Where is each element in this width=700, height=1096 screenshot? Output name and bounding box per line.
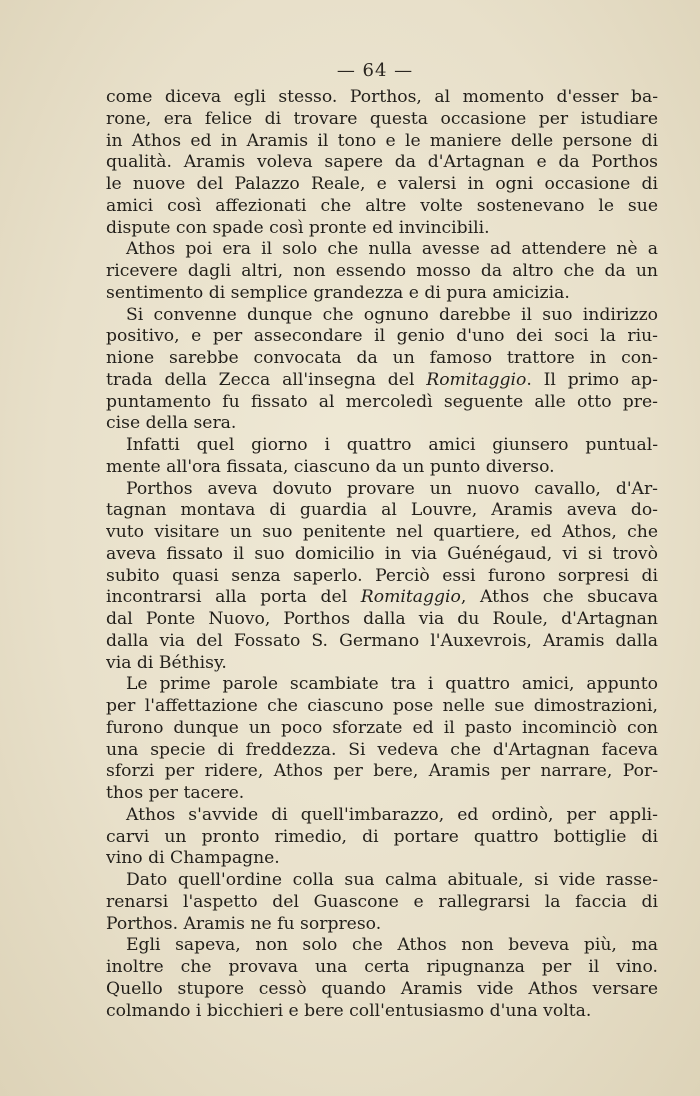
text-line: ricevere dagli altri, non essendo mosso da altro che da un <box>106 261 658 281</box>
text-line: carvi un pronto rimedio, di portare quattro bottiglie di <box>106 826 658 847</box>
text-line: Egli sapeva, non solo che Athos non beveva più, ma <box>126 935 658 956</box>
text-line: rone, era felice di trovare questa occasione per istudiare <box>106 108 658 129</box>
paragraph <box>106 239 658 304</box>
text-line: Porthos. Aramis ne fu sorpreso. <box>106 913 382 934</box>
paragraph <box>106 674 658 805</box>
text-line: dalla via del Fossato S. Germano l'Auxevrois, Aramis dalla <box>106 630 658 651</box>
text-line: positivo, e per assecondare il genio d'uno dei soci la riu- <box>106 326 658 347</box>
text-line: per l'affettazione che ciascuno pose nelle sue dimostrazioni, <box>106 696 658 716</box>
text-line: furono dunque un poco sforzate ed il pasto incominciò con <box>106 717 658 738</box>
text-line: come diceva egli stesso. Porthos, al momento d'esser ba- <box>106 87 658 107</box>
text-line: inoltre che provava una certa ripugnanza per il vino. <box>106 957 658 977</box>
text-line: Dato quell'ordine colla sua calma abituale, si vide rasse- <box>126 870 658 890</box>
text-line: aveva fissato il suo domicilio in via Guénégaud, vi si trovò <box>106 543 658 564</box>
text-line: thos per tacere. <box>106 783 245 803</box>
paragraph <box>106 87 658 239</box>
text-line: Athos s'avvide di quell'imbarazzo, ed ordinò, per appli- <box>126 804 658 825</box>
text-line: una specie di freddezza. Si vedeva che d'Artagnan faceva <box>106 739 658 760</box>
text-line: Quello stupore cessò quando Aramis vide Athos versare <box>106 978 658 999</box>
paragraph <box>106 479 658 675</box>
text-line: tagnan montava di guardia al Louvre, Aramis aveva do- <box>106 500 658 521</box>
text-line: sentimento di semplice grandezza e di pura amicizia. <box>106 282 570 303</box>
text-line: qualità. Aramis voleva sapere da d'Artagnan e da Porthos <box>106 152 658 173</box>
text-line: sforzi per ridere, Athos per bere, Aramis per narrare, Por- <box>106 761 658 782</box>
text-line: mente all'ora fissata, ciascuno da un punto diverso. <box>106 456 555 477</box>
text-line: Si convenne dunque che ognuno darebbe il suo indirizzo <box>126 304 658 325</box>
text-line: via di Béthisy. <box>106 652 227 673</box>
body-text <box>106 87 658 1022</box>
paragraph <box>106 305 658 436</box>
text-line: dispute con spade così pronte ed invincibili. <box>106 217 490 238</box>
text-line: vuto visitare un suo penitente nel quartiere, ed Athos, che <box>106 522 658 542</box>
text-line: trada della Zecca all'insegna del Romitaggio. Il primo ap- <box>106 369 658 390</box>
page-number: — 64 — <box>336 60 414 81</box>
text-line: Porthos aveva dovuto provare un nuovo cavallo, d'Ar- <box>126 478 658 499</box>
paragraph <box>106 435 658 479</box>
text-line: renarsi l'aspetto del Guascone e rallegrarsi la faccia di <box>106 891 658 912</box>
text-line: cise della sera. <box>106 413 237 434</box>
text-line: dal Ponte Nuovo, Porthos dalla via du Roule, d'Artagnan <box>106 609 658 629</box>
text-line: amici così affezionati che altre volte sostenevano le sue <box>106 195 658 216</box>
paragraph <box>106 805 658 870</box>
text-line: nione sarebbe convocata da un famoso trattore in con- <box>106 348 658 368</box>
text-line: Athos poi era il solo che nulla avesse ad attendere nè a <box>126 239 658 260</box>
text-line: colmando i bicchieri e bere coll'entusiasmo d'una volta. <box>106 1000 592 1021</box>
paragraph <box>106 870 658 935</box>
text-line: Le prime parole scambiate tra i quattro amici, appunto <box>126 674 658 695</box>
text-line: puntamento fu fissato al mercoledì seguente alle otto pre- <box>106 391 658 412</box>
paragraph <box>106 935 658 1022</box>
text-line: incontrarsi alla porta del Romitaggio, Athos che sbucava <box>106 587 658 608</box>
text-line: le nuove del Palazzo Reale, e valersi in ogni occasione di <box>106 174 658 194</box>
text-line: subito quasi senza saperlo. Perciò essi furono sorpresi di <box>106 565 658 586</box>
text-line: Infatti quel giorno i quattro amici giunsero puntual- <box>126 435 658 455</box>
text-line: vino di Champagne. <box>106 848 280 869</box>
text-line: in Athos ed in Aramis il tono e le maniere delle persone di <box>106 130 658 151</box>
